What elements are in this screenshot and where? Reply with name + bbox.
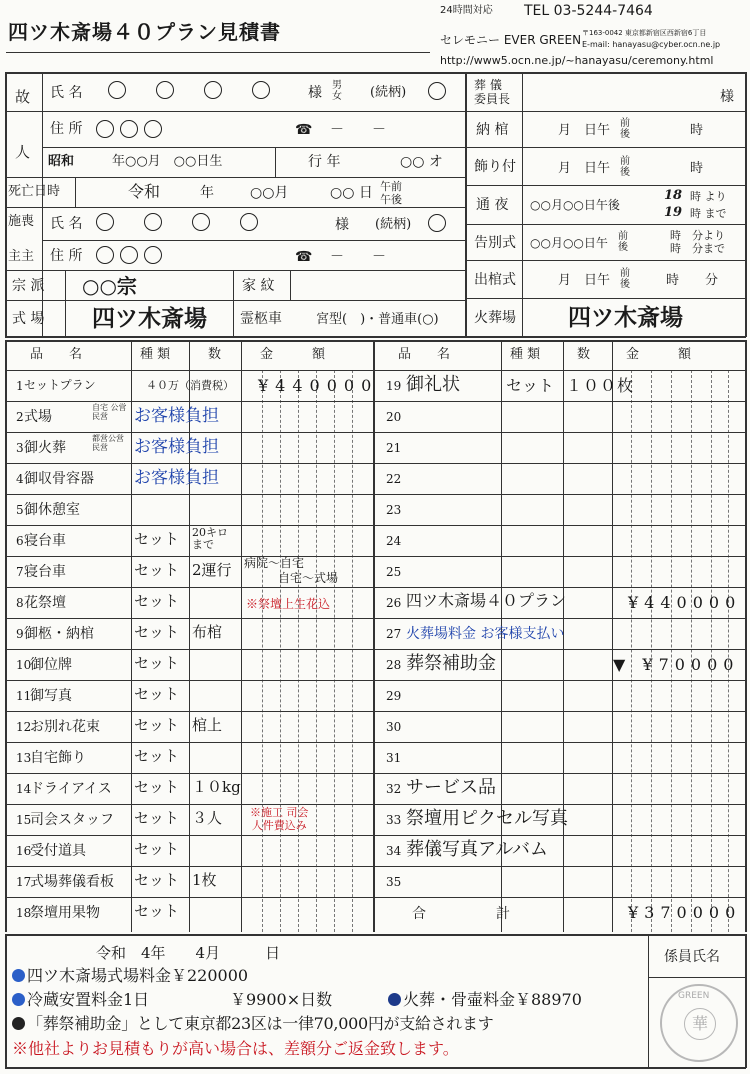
row-number: 20 (386, 410, 402, 424)
chief-relation: (続柄) (375, 217, 412, 232)
venue-value: 四ツ木斎場 (92, 305, 207, 332)
item-name: 祭壇用果物 (30, 905, 100, 921)
row-number: 5 (16, 503, 24, 517)
row-number: 24 (386, 534, 402, 548)
item-name: 御礼状 (406, 374, 460, 395)
item-type: セット (134, 716, 180, 734)
phone-number: TEL 03-5244-7464 (524, 3, 653, 19)
wake-from: 18 (664, 188, 683, 203)
item-type: セット (134, 561, 180, 579)
item-amount: ¥440000 (628, 593, 742, 612)
wake-date: ○○月○○日午後 (530, 198, 620, 212)
row-number: 3 (16, 441, 24, 455)
decoration-hour: 時 (690, 161, 704, 176)
item-qty: 布棺 (192, 623, 223, 641)
company-address: 〒163-0042 東京都新宿区西新宿6丁目 (582, 29, 707, 37)
item-type: セット (506, 376, 555, 395)
gender-label: 男 女 (332, 80, 342, 102)
item-name: 式場葬儀看板 (30, 874, 114, 890)
death-month: ○○月 (250, 185, 289, 201)
item-type: セット (134, 592, 180, 610)
item-name: 四ツ木斎場４０プラン (406, 591, 567, 610)
row-divider (5, 804, 746, 805)
item-type: セット (134, 809, 180, 827)
relation-circle (428, 82, 446, 100)
coffin-ampm: 前 後 (620, 118, 630, 140)
hearse-value: 宮型( )・普通車(○) (316, 312, 439, 327)
departure-ampm: 前 後 (620, 268, 630, 290)
age-label: 行 年 (308, 154, 341, 170)
religion-label: 宗 派 (12, 278, 45, 294)
row-number: 12 (16, 720, 32, 734)
company-email: E-mail: hanayasu@cyber.ocn.ne.jp (582, 40, 721, 49)
item-type: セット (134, 747, 180, 765)
item-amount: ¥370000 (628, 903, 742, 922)
deceased-side-top: 故 (15, 88, 31, 106)
departure-date: 月 日午 (558, 273, 611, 288)
estimate-date: 令和 4年 4月 日 (96, 944, 281, 962)
chief-relation-circle (428, 214, 446, 232)
coffin-label: 納 棺 (476, 122, 509, 138)
blue-dot-icon (12, 993, 25, 1006)
item-name: 寝台車 (24, 564, 66, 580)
committee-sama: 様 (720, 89, 734, 105)
farewell-time: 時 分より 時 分まで (670, 229, 725, 255)
decoration-date: 月 日午 (558, 161, 611, 176)
coffin-hour: 時 (690, 123, 704, 138)
company-url: http://www5.ocn.ne.jp/~hanayasu/ceremony.html (440, 54, 714, 67)
deceased-relation: (続柄) (370, 85, 407, 100)
wake-label: 通 夜 (476, 197, 509, 213)
row-divider (5, 835, 746, 836)
deceased-name-label: 氏 名 (50, 85, 83, 101)
death-day: ○○ 日 (330, 185, 373, 201)
row-divider (5, 680, 746, 681)
blue-dot-icon (12, 969, 25, 982)
crematorium-value: 四ツ木斎場 (568, 304, 683, 331)
row-divider (5, 432, 746, 433)
item-name: 祭壇用ピクセル写真 (406, 808, 568, 829)
footer-line-2c: 火葬・骨壷料金￥88970 (388, 992, 582, 1008)
header-amount-left: 金 額 (260, 347, 326, 362)
document-title: 四ツ木斎場４０プラン見積書 (8, 20, 281, 44)
death-label: 死亡日時 (8, 184, 61, 199)
row-divider (5, 649, 746, 650)
item-name: ドライアイス (30, 781, 112, 797)
row-number: 19 (386, 379, 402, 393)
row-number: 32 (386, 782, 402, 796)
crematorium-label: 火葬場 (474, 310, 516, 326)
age-value: ○○ オ (400, 154, 443, 170)
item-type: お客様負担 (134, 437, 219, 457)
row-divider (5, 897, 746, 898)
header-type-left: 種 類 (140, 347, 171, 362)
item-name: 御収骨容器 (24, 471, 94, 487)
header-type-right: 種 類 (510, 347, 541, 362)
item-name: 御柩・納棺 (24, 626, 94, 642)
item-qty: 20キロ まで (192, 526, 228, 551)
item-name: お別れ花束 (30, 719, 100, 735)
item-type: お客様負担 (134, 406, 219, 426)
chief-address-label: 住 所 (50, 248, 83, 264)
black-dot-icon (12, 1017, 25, 1030)
item-type: セット (134, 778, 180, 796)
death-era: 令和 (128, 182, 161, 201)
chief-name-label: 氏 名 (50, 216, 83, 232)
row-number: 11 (16, 689, 32, 703)
row-number: 14 (16, 782, 32, 796)
item-name: 葬儀写真アルバム (406, 839, 549, 860)
item-type: お客様負担 (134, 468, 219, 488)
item-name: 御写真 (30, 688, 72, 704)
item-subtext: 自宅 公営 民営 (92, 403, 127, 421)
title-underline (6, 52, 430, 53)
venue-label: 式 場 (12, 311, 45, 327)
chief-sama: 様 (335, 217, 349, 233)
row-divider (5, 866, 746, 867)
row-number: 22 (386, 472, 402, 486)
row-number: 23 (386, 503, 402, 517)
row-divider (5, 463, 746, 464)
row-number: 6 (16, 534, 24, 548)
departure-label: 出棺式 (474, 272, 516, 288)
row-divider (5, 773, 746, 774)
item-qty: ３人 (192, 809, 223, 827)
chief-phone: － － (330, 249, 386, 265)
deceased-name-circles (108, 81, 270, 99)
row-number: 15 (16, 813, 32, 827)
row-number: 13 (16, 751, 32, 765)
route-note-1: 病院～自宅 (244, 556, 305, 570)
item-type: セット (134, 654, 180, 672)
route-note-2: 自宅～式場 (278, 571, 339, 585)
row-number: 10 (16, 658, 32, 672)
deceased-side-bottom: 人 (15, 143, 31, 161)
altar-note: ※祭壇上生花込 (246, 597, 331, 611)
item-name: 合 計 (412, 906, 510, 922)
item-name: サービス品 (406, 777, 496, 798)
row-number: 18 (16, 906, 32, 920)
chief-phone-icon: ☎ (295, 249, 313, 265)
decoration-label: 飾り付 (474, 159, 516, 175)
item-qty: 棺上 (192, 716, 223, 734)
item-amount: ▼ ¥70000 (613, 655, 740, 674)
religion-value: ○○宗 (82, 274, 137, 298)
hearse-label: 霊柩車 (240, 311, 282, 327)
item-qty: 1枚 (192, 871, 217, 889)
row-divider (5, 401, 746, 402)
row-number: 7 (16, 565, 24, 579)
row-number: 21 (386, 441, 402, 455)
row-number: 25 (386, 565, 402, 579)
item-name: 御火葬 (24, 440, 66, 456)
item-type: セット (134, 840, 180, 858)
item-qty: １００枚 (566, 376, 635, 395)
wake-made: 時 まで (690, 207, 727, 220)
phone-icon: ☎ (295, 122, 313, 138)
item-type: セット (134, 530, 180, 548)
footer-line-2b: ￥9900×日数 (230, 990, 333, 1009)
header-qty-right: 数 (577, 347, 591, 362)
chief-label-top: 施喪 (8, 214, 35, 229)
header-item-right: 品 名 (398, 347, 451, 362)
birth-date: 年○○月 ○○日生 (112, 154, 223, 169)
item-qty: １０kg (192, 778, 241, 796)
item-name: 花祭壇 (24, 595, 66, 611)
row-divider (5, 525, 746, 526)
death-year: 年 (200, 185, 214, 201)
deceased-phone: － － (330, 122, 386, 138)
item-name: 受付道具 (30, 843, 86, 859)
row-number: 8 (16, 596, 24, 610)
item-type: セット (134, 623, 180, 641)
navy-dot-icon (388, 993, 401, 1006)
deceased-sama: 様 (308, 85, 322, 101)
item-name: 御休憩室 (24, 502, 80, 518)
era-showa: 昭和 (48, 154, 75, 169)
item-name: セットプラン (24, 378, 96, 392)
staff-name-label: 係員氏名 (664, 949, 720, 965)
coffin-date: 月 日午 (558, 123, 611, 138)
item-name: 司会スタッフ (30, 812, 114, 828)
footer-line-1: 四ツ木斎場式場料金￥220000 (12, 968, 248, 984)
row-number: 27 (386, 627, 402, 641)
row-number: 16 (16, 844, 32, 858)
hours-label: 24時間対応 (440, 5, 493, 16)
deceased-address-label: 住 所 (50, 121, 83, 137)
row-number: 31 (386, 751, 402, 765)
row-divider (5, 711, 746, 712)
footer-line-4: ※他社よりお見積もりが高い場合は、差額分ご返金致します。 (12, 1039, 459, 1058)
address-circles (96, 120, 162, 138)
row-number: 17 (16, 875, 32, 889)
row-number: 28 (386, 658, 402, 672)
header-amount-right: 金 額 (626, 347, 692, 362)
departure-time: 時 分 (666, 273, 719, 288)
committee-label: 葬 儀 委員長 (474, 78, 511, 107)
wake-to: 19 (664, 205, 683, 220)
item-type: セット (134, 871, 180, 889)
row-number: 1 (16, 379, 24, 393)
chief-name-circles (96, 213, 258, 231)
row-divider (5, 494, 746, 495)
company-stamp: GREEN 華 (660, 984, 738, 1062)
row-number: 26 (386, 596, 402, 610)
item-type: セット (134, 685, 180, 703)
row-number: 9 (16, 627, 24, 641)
row-number: 4 (16, 472, 24, 486)
footer-line-3: 「葬祭補助金」として東京都23区は一律70,000円が支給されます (12, 1016, 493, 1032)
farewell-ampm: 前 後 (618, 231, 628, 253)
item-name: 火葬場料金 お客様支払い (406, 626, 565, 642)
item-type: セット (134, 902, 180, 920)
item-type: ４０万（消費税） (146, 379, 234, 392)
farewell-date: ○○月○○日午 (530, 236, 608, 250)
row-number: 35 (386, 875, 402, 889)
header-qty-left: 数 (208, 347, 222, 362)
row-number: 34 (386, 844, 402, 858)
row-number: 2 (16, 410, 24, 424)
header-item-left: 品 名 (30, 347, 83, 362)
item-qty: 2運行 (192, 561, 232, 579)
row-divider (5, 587, 746, 588)
row-divider (5, 556, 746, 557)
item-name: 葬祭補助金 (406, 653, 496, 674)
item-subtext: 都営公営 民営 (92, 434, 124, 452)
decoration-ampm: 前 後 (620, 156, 630, 178)
row-number: 33 (386, 813, 402, 827)
item-amount: ¥440000 (258, 376, 379, 395)
row-number: 29 (386, 689, 402, 703)
item-name: 御位牌 (30, 657, 72, 673)
row-divider (5, 618, 746, 619)
item-name: 式場 (24, 409, 52, 425)
wake-yori: 時 より (690, 190, 727, 203)
row-divider (5, 742, 746, 743)
company-name: セレモニー EVER GREEN (440, 33, 582, 47)
farewell-label: 告別式 (474, 235, 516, 251)
death-ampm: 午前 午後 (380, 180, 402, 207)
item-name: 寝台車 (24, 533, 66, 549)
footer-line-2: 冷蔵安置料金1日 (12, 992, 149, 1008)
chief-label-bottom: 主主 (8, 249, 35, 264)
item-name: 自宅飾り (30, 750, 86, 766)
chief-address-circles (96, 246, 162, 264)
family-crest-label: 家 紋 (242, 278, 275, 294)
row-number: 30 (386, 720, 402, 734)
staff-note: ※施工 司会 人件費込み (250, 806, 309, 832)
